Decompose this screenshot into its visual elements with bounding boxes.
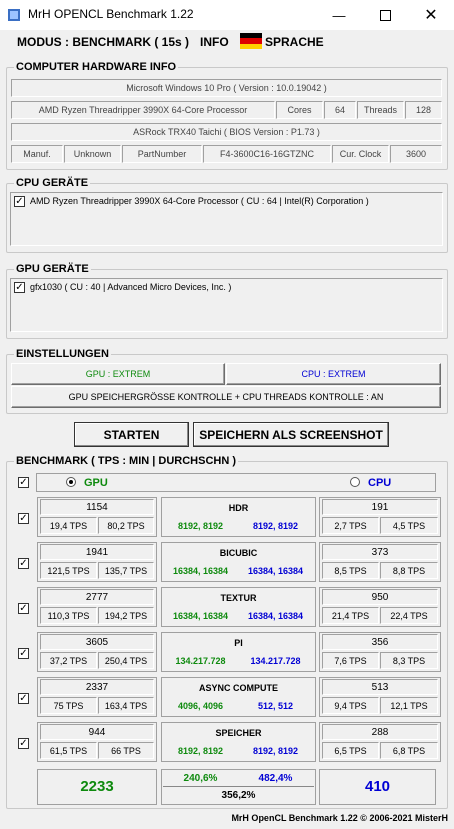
- gpu-min-tps: 37,2 TPS: [40, 652, 97, 669]
- cpu-min-tps: 21,4 TPS: [322, 607, 379, 624]
- gpu-avg-tps: 80,2 TPS: [98, 517, 154, 534]
- cpu-score: 373: [322, 544, 438, 560]
- gpu-avg-tps: 250,4 TPS: [98, 652, 154, 669]
- cpu-min-tps: 2,7 TPS: [322, 517, 379, 534]
- cpu-size: 512, 512: [257, 701, 294, 711]
- row-checkbox[interactable]: ✓: [19, 603, 28, 614]
- gpu-size: 16384, 16384: [172, 566, 229, 576]
- gpu-min-tps: 19,4 TPS: [40, 517, 97, 534]
- gpu-avg-tps: 135,7 TPS: [98, 562, 154, 579]
- gpu-ratio: 240,6%: [183, 773, 218, 784]
- ratio-divider: [163, 786, 314, 787]
- part-value: F4-3600C16-16GTZNC: [203, 145, 331, 163]
- cpu-avg-tps: 4,5 TPS: [380, 517, 438, 534]
- gpu-score: 1941: [40, 544, 154, 560]
- minimize-button[interactable]: [316, 0, 362, 30]
- gpu-score: 3605: [40, 634, 154, 650]
- language-link[interactable]: SPRACHE: [265, 35, 324, 49]
- board-info: ASRock TRX40 Taichi ( BIOS Version : P1.73 ): [11, 123, 442, 141]
- test-name: PI: [234, 638, 243, 648]
- close-button[interactable]: [408, 0, 454, 30]
- maximize-icon: [380, 10, 391, 21]
- gpu-device-item[interactable]: [14, 281, 231, 293]
- row-checkbox[interactable]: ✓: [19, 738, 28, 749]
- cpu-size: 134.217.728: [250, 656, 301, 666]
- gpu-min-tps: 121,5 TPS: [40, 562, 97, 579]
- hardware-info-title: COMPUTER HARDWARE INFO: [16, 61, 177, 73]
- cpu-device-label: AMD Ryzen Threadripper 3990X 64-Core Processor ( CU : 64 | Intel(R) Corporation ): [30, 196, 369, 206]
- gpu-radio-label[interactable]: GPU: [84, 477, 108, 489]
- cpu-devices-title: CPU GERÄTE: [16, 177, 89, 189]
- german-flag-icon[interactable]: [240, 33, 262, 49]
- gpu-size: 8192, 8192: [177, 521, 224, 531]
- cpu-device-checkbox[interactable]: ✓: [15, 195, 24, 207]
- cpu-avg-tps: 6,8 TPS: [380, 742, 438, 759]
- gpu-score: 2777: [40, 589, 154, 605]
- cpu-score: 288: [322, 724, 438, 740]
- cpu-total-score: 410: [364, 778, 391, 795]
- gpu-avg-tps: 194,2 TPS: [98, 607, 154, 624]
- os-info: Microsoft Windows 10 Pro ( Version : 10.0.19042 ): [11, 79, 442, 97]
- gpu-devices-title: GPU GERÄTE: [16, 263, 89, 275]
- cpu-score: 513: [322, 679, 438, 695]
- gpu-size: 4096, 4096: [177, 701, 224, 711]
- benchmark-title: BENCHMARK ( TPS : MIN | DURCHSCHN ): [16, 455, 237, 467]
- cpu-min-tps: 8,5 TPS: [322, 562, 379, 579]
- start-button[interactable]: STARTEN: [74, 422, 189, 447]
- manuf-label: Manuf.: [11, 145, 63, 163]
- settings-title: EINSTELLUNGEN: [16, 348, 109, 360]
- test-name: HDR: [228, 503, 249, 513]
- gpu-score: 2337: [40, 679, 154, 695]
- minimize-icon: —: [332, 7, 346, 23]
- row-checkbox[interactable]: ✓: [19, 648, 28, 659]
- cpu-min-tps: 9,4 TPS: [322, 697, 379, 714]
- gpu-min-tps: 75 TPS: [40, 697, 97, 714]
- gpu-device-label: gfx1030 ( CU : 40 | Advanced Micro Devices, Inc. ): [30, 282, 232, 292]
- cpu-avg-tps: 8,3 TPS: [380, 652, 438, 669]
- gpu-radio[interactable]: [66, 477, 76, 487]
- cpu-score: 356: [322, 634, 438, 650]
- test-name: SPEICHER: [215, 728, 262, 738]
- gpu-size: 134.217.728: [175, 656, 226, 666]
- cpu-size: 8192, 8192: [252, 746, 299, 756]
- row-checkbox[interactable]: ✓: [19, 513, 28, 524]
- gpu-size: 8192, 8192: [177, 746, 224, 756]
- maximize-button[interactable]: [362, 0, 408, 30]
- gpu-avg-tps: 66 TPS: [98, 742, 154, 759]
- row-checkbox[interactable]: ✓: [19, 693, 28, 704]
- info-link[interactable]: INFO: [200, 35, 229, 49]
- gpu-device-checkbox[interactable]: ✓: [15, 281, 24, 293]
- close-icon: ✕: [424, 7, 438, 24]
- cpu-mode-button[interactable]: CPU : EXTREM: [226, 363, 441, 385]
- part-label: PartNumber: [122, 145, 202, 163]
- clock-label: Cur. Clock: [332, 145, 389, 163]
- cpu-avg-tps: 12,1 TPS: [380, 697, 438, 714]
- total-ratio: 356,2%: [221, 790, 256, 801]
- cpu-size: 8192, 8192: [252, 521, 299, 531]
- mode-label: MODUS : BENCHMARK ( 15s ): [17, 35, 190, 49]
- window-title: MrH OPENCL Benchmark 1.22: [28, 7, 194, 21]
- gpu-mode-button[interactable]: GPU : EXTREM: [11, 363, 225, 385]
- test-name: TEXTUR: [220, 593, 257, 603]
- gpu-total-score: 2233: [80, 778, 114, 795]
- gpu-min-tps: 61,5 TPS: [40, 742, 97, 759]
- select-all-checkbox[interactable]: ✓: [19, 477, 28, 488]
- manuf-value: Unknown: [64, 145, 121, 163]
- cpu-radio-label[interactable]: CPU: [368, 477, 392, 489]
- cpu-avg-tps: 22,4 TPS: [380, 607, 438, 624]
- cpu-avg-tps: 8,8 TPS: [380, 562, 438, 579]
- cpu-device-item[interactable]: [14, 195, 369, 207]
- gpu-score: 944: [40, 724, 154, 740]
- cpu-name: AMD Ryzen Threadripper 3990X 64-Core Processor: [11, 101, 275, 119]
- cpu-size: 16384, 16384: [247, 611, 304, 621]
- threads-value: 128: [405, 101, 442, 119]
- clock-value: 3600: [390, 145, 442, 163]
- cores-label: Cores: [276, 101, 323, 119]
- row-checkbox[interactable]: ✓: [19, 558, 28, 569]
- app-icon: [7, 8, 21, 22]
- cpu-min-tps: 6,5 TPS: [322, 742, 379, 759]
- footer-copyright: MrH OpenCL Benchmark 1.22 © 2006-2021 MisterH: [231, 813, 448, 823]
- test-name: BICUBIC: [219, 548, 258, 558]
- gpu-size: 16384, 16384: [172, 611, 229, 621]
- gpu-score: 1154: [40, 499, 154, 515]
- cpu-min-tps: 7,6 TPS: [322, 652, 379, 669]
- gpu-avg-tps: 163,4 TPS: [98, 697, 154, 714]
- screenshot-button[interactable]: SPEICHERN ALS SCREENSHOT: [193, 422, 389, 447]
- threads-label: Threads: [357, 101, 404, 119]
- cpu-radio[interactable]: [350, 477, 360, 487]
- cpu-ratio: 482,4%: [258, 773, 293, 784]
- test-name: ASYNC COMPUTE: [198, 683, 278, 693]
- cpu-size: 16384, 16384: [247, 566, 304, 576]
- cpu-score: 191: [322, 499, 438, 515]
- cores-value: 64: [324, 101, 356, 119]
- title-bar[interactable]: [0, 0, 454, 30]
- cpu-score: 950: [322, 589, 438, 605]
- gpu-min-tps: 110,3 TPS: [40, 607, 97, 624]
- memory-control-button[interactable]: GPU SPEICHERGRÖSSE KONTROLLE + CPU THREADS KONTROLLE : AN: [11, 386, 441, 408]
